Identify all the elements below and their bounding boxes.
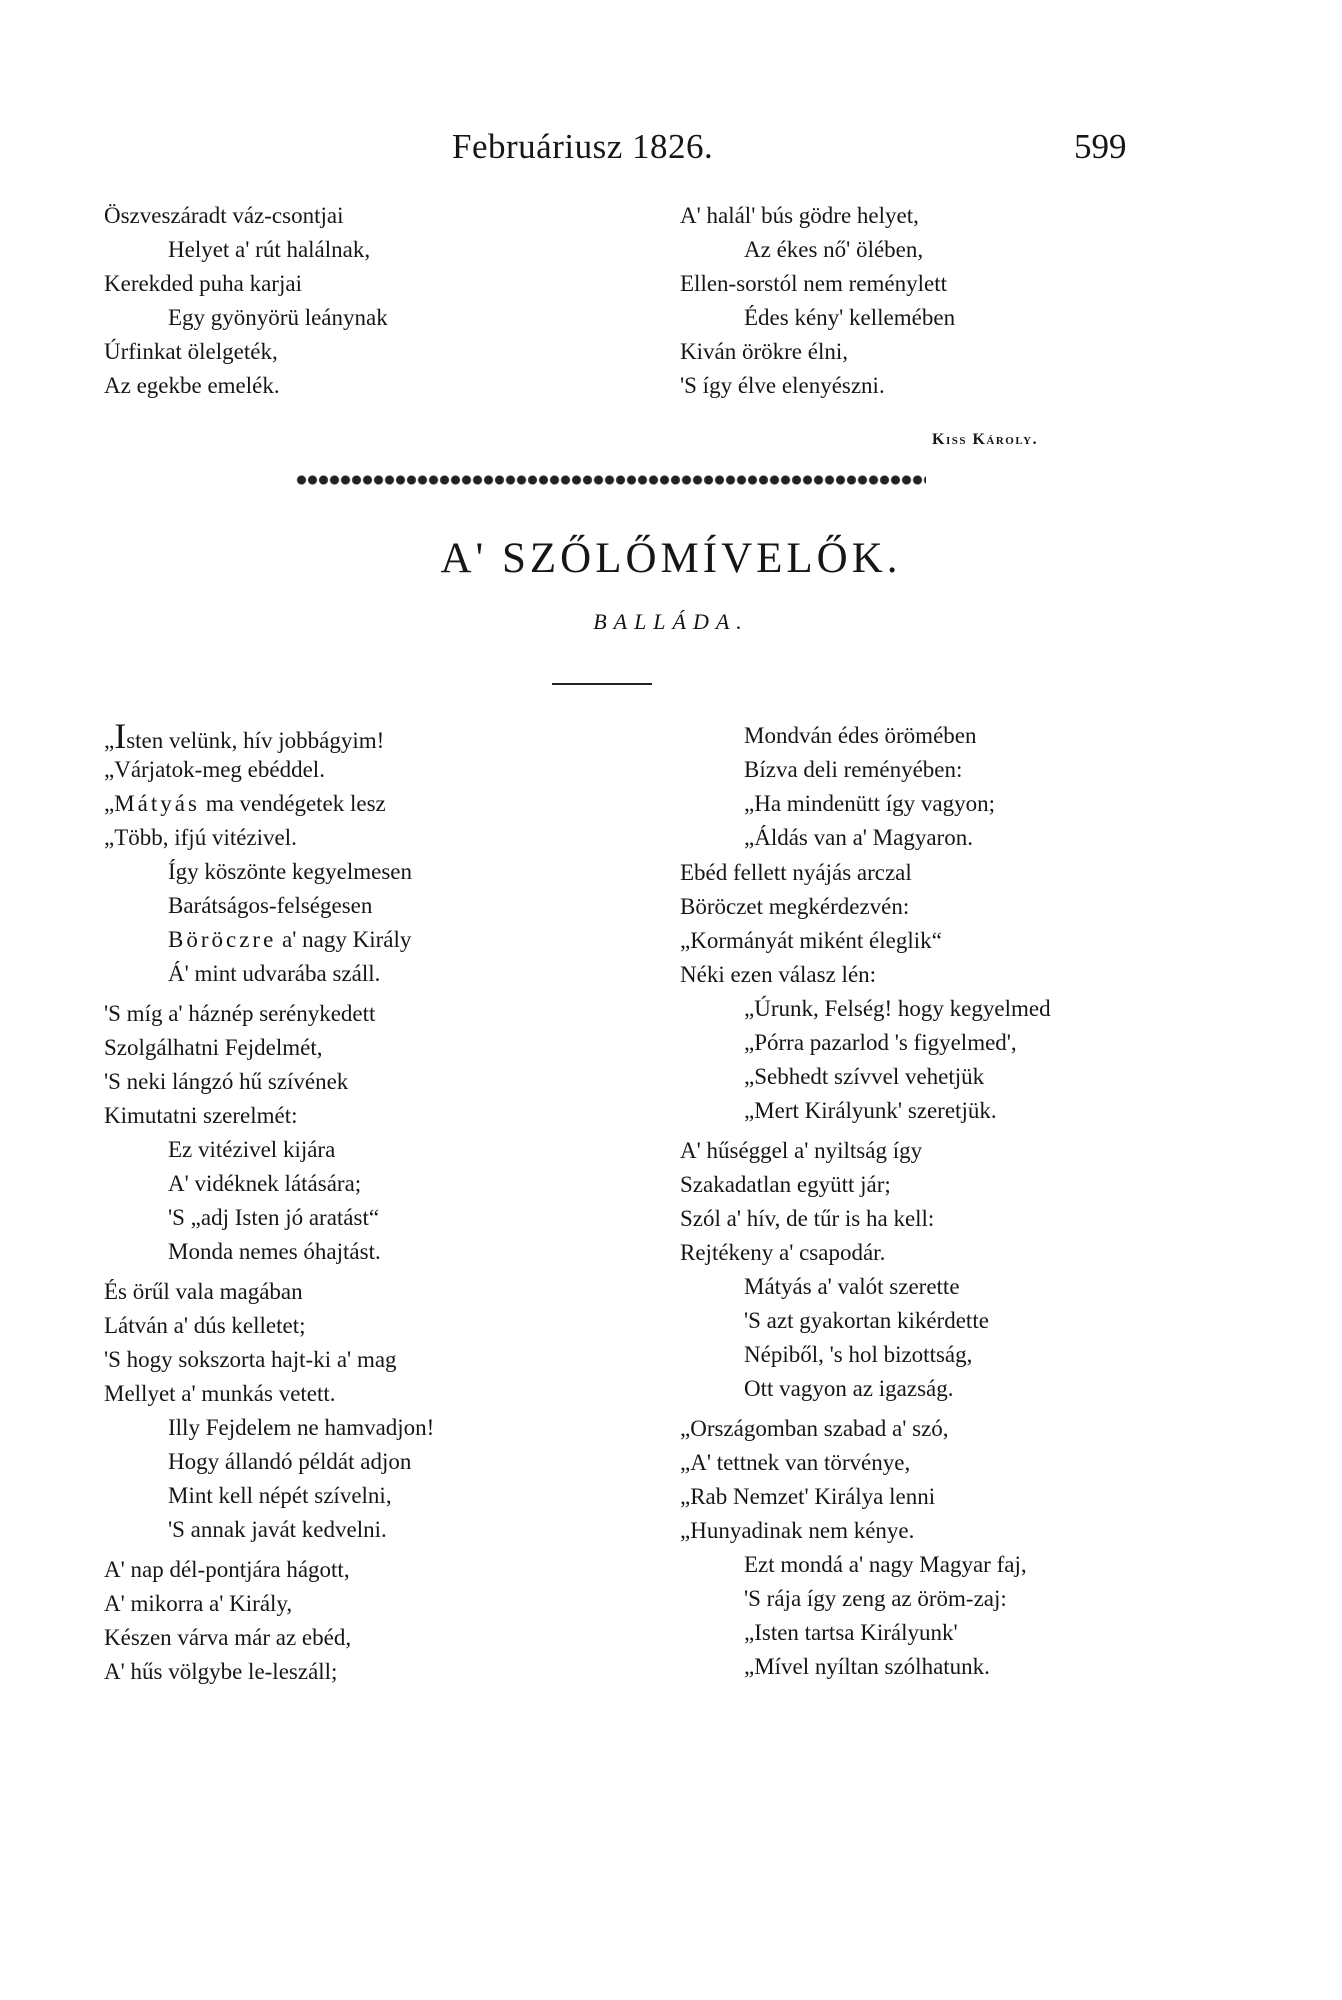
- verse-line: [680, 1239, 885, 1267]
- verse-line: Egy gyönyörü leánynak: [168, 305, 388, 330]
- verse-line: [104, 1102, 298, 1130]
- verse-text: A' hűs völgybe le-leszáll;: [104, 1659, 338, 1684]
- verse-line: [104, 1556, 350, 1584]
- verse-line: [104, 790, 386, 818]
- verse-line: [680, 1205, 934, 1233]
- verse-text: Ezt mondá a' nagy Magyar faj,: [744, 1552, 1027, 1577]
- verse-line: [744, 1619, 958, 1647]
- verse-line: [680, 961, 876, 989]
- verse-text: Ez vitézivel kijára: [168, 1137, 336, 1162]
- verse-line: [168, 1482, 392, 1510]
- verse-line: [104, 756, 325, 784]
- verse-line: [104, 716, 385, 756]
- verse-text: Rejtékeny a' csapodár.: [680, 1240, 886, 1265]
- verse-line: A' halál' bús gödre helyet,: [680, 203, 919, 228]
- verse-line: [744, 1307, 989, 1335]
- verse-text: ma vendégetek lesz: [199, 791, 386, 816]
- verse-line: [680, 859, 912, 887]
- verse-text: A' mikorra a' Király,: [104, 1591, 293, 1616]
- verse-line: [744, 824, 973, 852]
- verse-text: Illy Fejdelem ne hamvadjon!: [168, 1415, 435, 1440]
- verse-line: [104, 1590, 292, 1618]
- verse-line: [104, 1624, 351, 1652]
- verse-line: [104, 1658, 337, 1686]
- poem-title: A' SZŐLŐMÍVELŐK.: [440, 535, 902, 582]
- verse-line: [168, 1448, 411, 1476]
- verse-line: [168, 1414, 434, 1442]
- verse-text: „Mível nyíltan szólhatunk.: [744, 1654, 990, 1679]
- verse-line: [744, 1029, 1017, 1057]
- verse-line: [168, 1238, 381, 1266]
- verse-line: Helyet a' rút halálnak,: [168, 237, 371, 262]
- verse-line: [680, 1517, 914, 1545]
- verse-line: [168, 858, 412, 886]
- verse-text: 'S azt gyakortan kikérdette: [744, 1308, 989, 1333]
- verse-text: Barátságos-felségesen: [168, 893, 373, 918]
- verse-line: [744, 790, 995, 818]
- verse-text: Így köszönte kegyelmesen: [168, 859, 412, 884]
- verse-text: „Pórra pazarlod 's figyelmed',: [744, 1030, 1017, 1055]
- verse-line: [104, 1346, 397, 1374]
- verse-text: A' nap dél-pontjára hágott,: [104, 1557, 350, 1582]
- verse-line: [680, 1449, 910, 1477]
- verse-line: [104, 1312, 306, 1340]
- verse-text: És örűl vala magában: [104, 1279, 303, 1304]
- verse-line: [168, 1136, 335, 1164]
- running-head: [0, 127, 1342, 171]
- verse-text: A' vidéknek látására;: [168, 1171, 362, 1196]
- verse-text: Á' mint udvarába száll.: [168, 961, 381, 986]
- verse-text: „Hunyadinak nem kénye.: [680, 1518, 915, 1543]
- spaced-name: Mátyás: [114, 791, 200, 816]
- verse-text: „Isten tartsa Királyunk': [744, 1620, 958, 1645]
- verse-line: [104, 1034, 322, 1062]
- verse-line: [680, 1483, 935, 1511]
- verse-line: Az egekbe emelék.: [104, 373, 280, 398]
- verse-text: Látván a' dús kelletet;: [104, 1313, 306, 1338]
- verse-line: 'S így élve elenyészni.: [680, 373, 885, 398]
- verse-text: Ott vagyon az igazság.: [744, 1376, 954, 1401]
- verse-line: [744, 1273, 960, 1301]
- verse-text: sten velünk, hív jobbágyim!: [126, 728, 385, 753]
- verse-text: Böröczet megkérdezvén:: [680, 894, 910, 919]
- verse-text: Szól a' hív, de tűr is ha kell:: [680, 1206, 935, 1231]
- drop-cap: I: [114, 716, 127, 756]
- verse-text: Mondván édes örömében: [744, 723, 977, 748]
- poem-subtitle: BALLÁDA.: [593, 609, 749, 634]
- verse-text: a' nagy Király: [276, 927, 412, 952]
- verse-text: 'S rája így zeng az öröm-zaj:: [744, 1586, 1007, 1611]
- verse-line: [168, 960, 380, 988]
- verse-line: [744, 1551, 1027, 1579]
- running-head-title: Februáriusz 1826.: [452, 127, 714, 166]
- verse-text: „Mert Királyunk' szeretjük.: [744, 1098, 997, 1123]
- verse-line: [168, 1170, 361, 1198]
- spaced-name: Böröczre: [168, 927, 277, 952]
- verse-line: [168, 1516, 387, 1544]
- verse-line: [680, 1137, 922, 1165]
- title-rule: [552, 683, 652, 685]
- verse-text: „Több, ifjú vitézivel.: [104, 825, 297, 850]
- verse-text: Szakadatlan együtt jár;: [680, 1172, 891, 1197]
- verse-text: „Kormányát miként éleglik“: [680, 928, 942, 953]
- verse-text: „Úrunk, Felség! hogy kegyelmed: [744, 996, 1051, 1021]
- verse-line: Úrfinkat ölelgeték,: [104, 339, 278, 364]
- verse-line: [104, 1000, 375, 1028]
- verse-line: [744, 1063, 984, 1091]
- verse-text: „A' tettnek van törvénye,: [680, 1450, 911, 1475]
- verse-line: [104, 1068, 348, 1096]
- verse-text: „Várjatok-meg ebéddel.: [104, 757, 325, 782]
- verse-line: Öszveszáradt váz-csontjai: [104, 203, 344, 228]
- ornamental-divider: [296, 474, 926, 488]
- verse-line: [744, 756, 962, 784]
- verse-text: „Áldás van a' Magyaron.: [744, 825, 973, 850]
- verse-line: [744, 1375, 953, 1403]
- previous-poem-author: Kiss Károly.: [932, 431, 1039, 448]
- verse-text: „Sebhedt szívvel vehetjük: [744, 1064, 985, 1089]
- verse-text: „: [104, 791, 115, 816]
- verse-line: [168, 892, 372, 920]
- verse-text: Mint kell népét szívelni,: [168, 1483, 392, 1508]
- verse-line: [680, 1415, 949, 1443]
- verse-text: Kimutatni szerelmét:: [104, 1103, 298, 1128]
- verse-text: Népiből, 's hol bizottság,: [744, 1342, 973, 1367]
- verse-text: Bízva deli reményében:: [744, 757, 963, 782]
- verse-line: [168, 1204, 379, 1232]
- verse-line: Kerekded puha karjai: [104, 271, 302, 296]
- verse-text: Néki ezen válasz lén:: [680, 962, 877, 987]
- verse-text: Monda nemes óhajtást.: [168, 1239, 381, 1264]
- verse-line: [680, 927, 942, 955]
- verse-text: Szolgálhatni Fejdelmét,: [104, 1035, 323, 1060]
- verse-line: Kiván örökre élni,: [680, 339, 848, 364]
- verse-text: Mellyet a' munkás vetett.: [104, 1381, 336, 1406]
- verse-line: Az ékes nő' ölében,: [744, 237, 924, 262]
- verse-text: „Rab Nemzet' Királya lenni: [680, 1484, 936, 1509]
- verse-text: 'S míg a' háznép serénykedett: [104, 1001, 376, 1026]
- verse-text: Készen várva már az ebéd,: [104, 1625, 352, 1650]
- verse-line: [680, 1171, 891, 1199]
- verse-text: Ebéd fellett nyájás arczal: [680, 860, 912, 885]
- verse-line: [104, 1380, 336, 1408]
- verse-text: „Ha mindenütt így vagyon;: [744, 791, 996, 816]
- verse-line: [744, 1341, 972, 1369]
- verse-line: Ellen-sorstól nem reménylett: [680, 271, 947, 296]
- verse-line: [744, 1653, 990, 1681]
- verse-line: [744, 1585, 1007, 1613]
- verse-line: [680, 893, 909, 921]
- verse-text: 'S annak javát kedvelni.: [168, 1517, 387, 1542]
- page-number: 599: [1074, 127, 1127, 166]
- verse-line: [104, 824, 297, 852]
- verse-line: [104, 1278, 303, 1306]
- verse-text: 'S „adj Isten jó aratást“: [168, 1205, 380, 1230]
- verse-text: Hogy állandó példát adjon: [168, 1449, 412, 1474]
- verse-line: [168, 926, 411, 954]
- verse-line: [744, 1097, 997, 1125]
- verse-text: „Országomban szabad a' szó,: [680, 1416, 949, 1441]
- verse-text: A' hűséggel a' nyiltság így: [680, 1138, 923, 1163]
- verse-text: Mátyás a' valót szerette: [744, 1274, 960, 1299]
- verse-line: [744, 722, 977, 750]
- verse-text: 'S hogy sokszorta hajt-ki a' mag: [104, 1347, 397, 1372]
- verse-line: [744, 995, 1051, 1023]
- verse-text: 'S neki lángzó hű szívének: [104, 1069, 349, 1094]
- verse-line: Édes kény' kellemében: [744, 305, 956, 330]
- verse-text: „: [104, 728, 115, 753]
